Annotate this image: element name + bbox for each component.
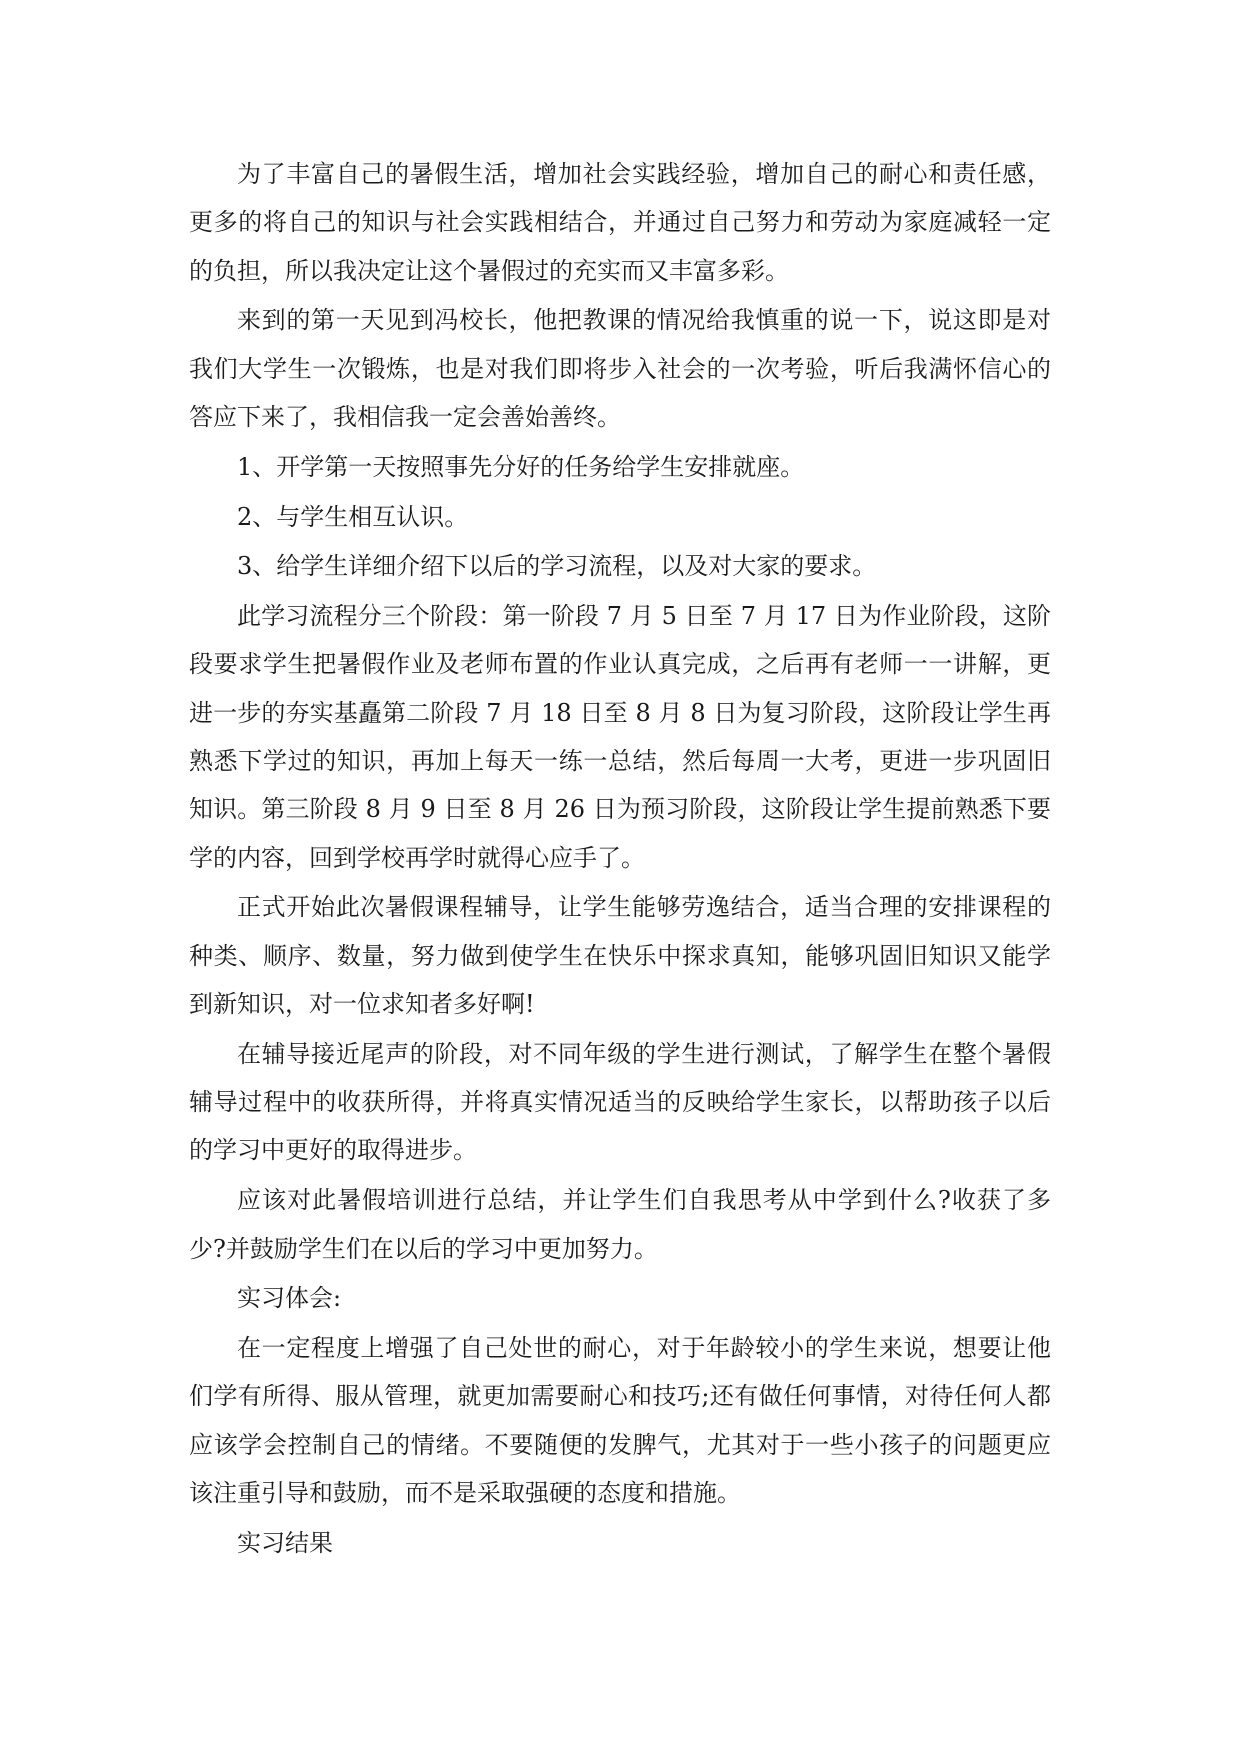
paragraph-stages: 此学习流程分三个阶段：第一阶段 7 月 5 日至 7 月 17 日为作业阶段，这阶段要求学生把暑假作业及老师布置的作业认真完成，之后再有老师一一讲解，更进一步的夯实基矗第二阶段 7 月 18 日至 8 月 8 日为复习阶段，这阶段让学生再熟悉下学过的知识，再加上每天一练一总结，然后每周一大考，更进一步巩固旧知识。第三阶段 8 月 9 日至 8 月 26 日为预习阶段，这阶段让学生提前熟悉下要学的内容，回到学校再学时就得心应手了。 [189, 602, 1051, 872]
paragraph-intro: 为了丰富自己的暑假生活，增加社会实践经验，增加自己的耐心和责任感，更多的将自己的知识与社会实践相结合，并通过自己努力和劳动为家庭减轻一定的负担，所以我决定让这个暑假过的充实而又丰富多彩。 [189, 160, 1051, 285]
paragraph-experience: 在一定程度上增强了自己处世的耐心，对于年龄较小的学生来说，想要让他们学有所得、服从管理，就更加需要耐心和技巧;还有做任何事情，对待任何人都应该学会控制自己的情绪。不要随便的发脾气，尤其对于一些小孩子的问题更应该注重引导和鼓励，而不是采取强硬的态度和措施。 [189, 1334, 1051, 1508]
heading-experience: 实习体会: [237, 1284, 342, 1313]
paragraph-course-start: 正式开始此次暑假课程辅导，让学生能够劳逸结合，适当合理的安排课程的种类、顺序、数量，努力做到使学生在快乐中探求真知，能够巩固旧知识又能学到新知识，对一位求知者多好啊! [189, 893, 1051, 1019]
paragraph-testing: 在辅导接近尾声的阶段，对不同年级的学生进行测试，了解学生在整个暑假辅导过程中的收获所得，并将真实情况适当的反映给学生家长，以帮助孩子以后的学习中更好的取得进步。 [189, 1039, 1051, 1165]
list-item-1: 1、开学第一天按照事先分好的任务给学生安排就座。 [237, 452, 805, 481]
document-body [189, 150, 1051, 1569]
list-item-2: 2、与学生相互认识。 [237, 502, 469, 531]
paragraph-first-day: 来到的第一天见到冯校长，他把教课的情况给我慎重的说一下，说这即是对我们大学生一次锻炼，也是对我们即将步入社会的一次考验，听后我满怀信心的答应下来了，我相信我一定会善始善终。 [189, 306, 1051, 431]
paragraph-summary: 应该对此暑假培训进行总结，并让学生们自我思考从中学到什么?收获了多少?并鼓励学生们在以后的学习中更加努力。 [189, 1186, 1051, 1263]
list-item-3: 3、给学生详细介绍下以后的学习流程，以及对大家的要求。 [237, 552, 877, 581]
heading-results: 实习结果 [237, 1528, 333, 1557]
